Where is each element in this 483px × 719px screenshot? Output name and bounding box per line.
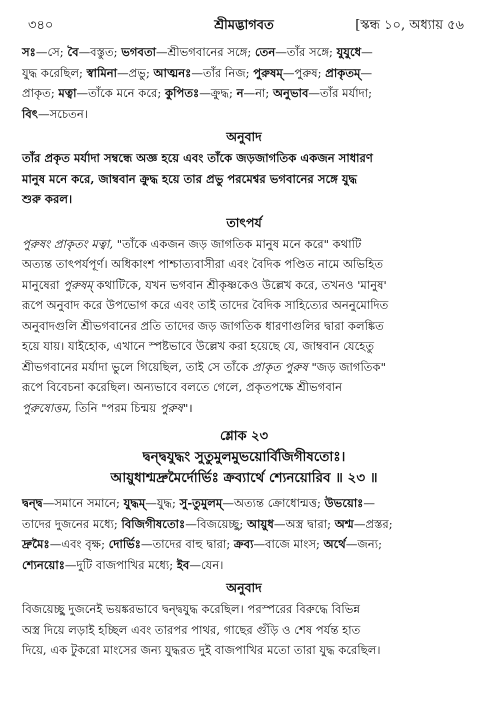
purport-line: মানুষেরা পুরুষম্ কথাটিকে, যখন ভগবান শ্রীকৃষ্ণকেও উল্লেখ করে, তখনও 'মানুষ' [22,277,387,292]
page-number: ৩৪০ [28,18,54,33]
translation-line: অস্ত্র দিয়ে লড়াই হচ্ছিল এবং তারপর পাথর, গাছের গুঁড়ি ও শেষ পর্যন্ত হাত [22,622,361,637]
translation-line: দিয়ে, এক টুকরো মাংসের জন্য যুদ্ধরত দুই বাজপাখির মতো তারা যুদ্ধ করেছিল। [22,643,381,657]
purport-line: রূপে বিবেচনা করেছিল। অন্যভাবে বলতে গেলে, প্রকৃতপক্ষে শ্রীভগবান [22,380,343,394]
verse-number: শ্লোক ২৩ [219,429,269,444]
page-header [22,14,466,34]
glossary-line: প্রাকৃত; মত্বা—তাঁকে মনে করে; কুপিতঃ—ক্রুদ্ধ; ন—না; অনুভাব—তাঁর মর্যাদা; [22,86,372,100]
purport-line: শ্রীভগবানের মর্যাদা ভুলে গিয়েছিল, তাই সে তাঁকে প্রাকৃত পুরুষ "জড় জাগতিক" [22,359,386,374]
translation-heading: অনুবাদ [226,580,262,595]
glossary-line: দ্রুমৈঃ—এবং বৃক্ষ; দোর্ভিঃ—তাদের বাহু দ্বারা; ক্রব্য—বাজে মাংস; অর্থে—জন্য; [22,537,382,551]
translation-line: তাঁর প্রকৃত মর্যাদা সম্বন্ধে অজ্ঞ হয়ে এবং তাঁকে জড়জাগতিক একজন সাধারণ [22,151,373,165]
word-meanings-verse-22 [22,42,466,124]
translation-line: শুরু করল। [22,192,73,206]
translation-line: মানুষ মনে করে, জাম্ববান ক্রুদ্ধ হয়ে তার প্রভু পরমেশ্বর ভগবানের সঙ্গে যুদ্ধ [22,171,358,186]
glossary-line: বিৎ—সচেতন। [22,106,88,121]
chapter-reference: [স্কন্ধ ১০, অধ্যায় ৫৬ [355,18,464,33]
book-page [22,14,466,661]
translation-verse-23 [22,599,466,661]
glossary-line: সঃ—সে; বৈ—বস্তুত; ভগবতা—শ্রীভগবানের সঙ্গে; তেন—তাঁর সঙ্গে; যুযুধে— [22,45,373,59]
glossary-line: তাদের দুজনের মধ্যে; বিজিগীষতোঃ—বিজয়েচ্ছু; আয়ুধ—অস্ত্র দ্বারা; অশ্ম—প্রস্তর; [22,516,393,531]
purport-line: পুরুষং প্রাকৃতং মত্বা, "তাঁকে একজন জড় জাগতিক মানুষ মনে করে" কথাটি [22,236,362,251]
translation-verse-22 [22,148,466,210]
purport-heading: তাৎপর্য [226,214,262,230]
book-title: শ্রীমদ্ভাগবত [214,18,274,33]
purport-line: অত্যন্ত তাৎপর্যপূর্ণ। অধিকাংশ পাশ্চাত্যবাসীরা এবং বৈদিক পণ্ডিত নামে অভিহিত [22,257,384,271]
sanskrit-verse [22,447,466,489]
verse-line: দ্বন্দ্বযুদ্ধং সুতুমুলমুভয়োর্বিজিগীষতোঃ। [142,449,346,465]
glossary-line: যুদ্ধ করেছিল; স্বামিনা—প্রভু; আত্মনঃ—তাঁর নিজ; পুরুষম্‌—পুরুষ; প্রাকৃতম্‌— [22,65,373,80]
glossary-line: শ্যেনয়োঃ—দুটি বাজপাখির মধ্যে; ইব—যেন। [22,557,224,572]
purport-line: অনুবাদগুলি শ্রীভগবানের প্রতি তাদের জড় জাগতিক ধারণাগুলির দ্বারা কলঙ্কিত [22,318,384,333]
purport-line: পুরুষোত্তম, তিনি "পরম চিন্ময় পুরুষ"। [22,400,193,415]
verse-line: আয়ুধাশ্মদ্রুমৈর্দোর্ভিঃ ক্রব্যার্থে শ্যেনয়োরিব ॥ ২৩ ॥ [110,470,378,486]
word-meanings-verse-23 [22,493,466,575]
translation-line: বিজয়েচ্ছু দুজনেই ভয়ঙ্করভাবে দ্বন্দ্বযুদ্ধ করেছিল। পরস্পরের বিরুদ্ধে বিভিন্ন [22,602,360,616]
purport-text [22,234,466,419]
purport-line: হয়ে যায়। যাইহোক, এখানে স্পষ্টভাবে উল্লেখ করা হয়েছে যে, জাম্ববান যেহেতু [22,339,375,353]
purport-line: রূপে অনুবাদ করে উপভোগ করে এবং তাই তাদের বৈদিক সাহিত্যের অননুমোদিত [22,298,389,312]
glossary-line: দ্বন্দ্ব—সমানে সমানে; যুদ্ধম্—যুদ্ধ; সু-তুমুলম্—অত্যন্ত ক্রোধোন্মত্ত; উভয়োঃ— [22,496,375,510]
translation-heading: অনুবাদ [226,129,262,144]
